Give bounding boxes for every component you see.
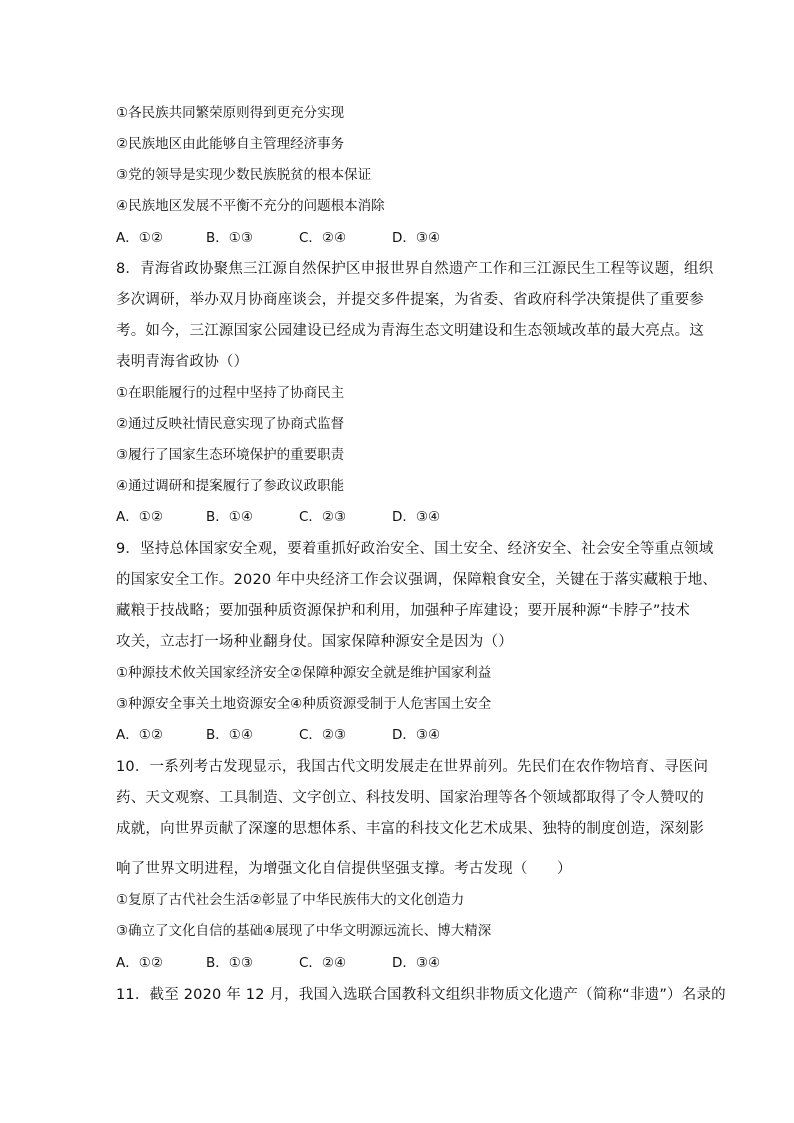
q9-stem-line-2: 的国家安全工作。2020 年中央经济工作会议强调，保障粮食安全，关键在于落实藏粮于地、 (116, 572, 718, 588)
q10-choice-c: C．②④ (299, 955, 347, 971)
q10-stem-line-2: 药、天文观察、工具制造、文字创立、科技发明、国家治理等各个领域都取得了令人赞叹的 (116, 790, 704, 806)
q10-stem-line-4: 响了世界文明进程，为增强文化自信提供坚强支撑。考古发现（ ） (116, 861, 572, 877)
q9-choice-c: C．②③ (299, 727, 347, 743)
q10-option-line-1: ①复原了古代社会生活②彰显了中华民族伟大的文化创造力 (116, 892, 465, 908)
q8-stem-line-1: 8．青海省政协聚焦三江源自然保护区申报世界自然遗产工作和三江源民生工程等议题，组织 (116, 261, 714, 277)
q8-option-4: ④通过调研和提案履行了参政议政职能 (116, 478, 345, 494)
q8-option-2: ②通过反映社情民意实现了协商式监督 (116, 416, 345, 432)
q7-option-2: ②民族地区由此能够自主管理经济事务 (116, 136, 345, 152)
q7-option-4: ④民族地区发展不平衡不充分的问题根本消除 (116, 198, 385, 214)
q9-answer-choices (116, 725, 440, 745)
q10-choice-a: A．①② (116, 955, 163, 971)
q10-choice-d: D．③④ (392, 955, 441, 971)
q11-stem-line-1: 11．截至 2020 年 12 月，我国入选联合国教科文组织非物质文化遗产（简称“非遗”）名录的 (116, 987, 726, 1003)
q9-option-line-2: ③种源安全事关土地资源安全④种质资源受制于人危害国土安全 (116, 696, 492, 712)
q7-choice-d: D．③④ (392, 230, 441, 246)
q8-stem-line-3: 考。如今，三江源国家公园建设已经成为青海生态文明建设和生态领域改革的最大亮点。这 (116, 323, 704, 339)
q7-answer-choices (116, 228, 440, 248)
q8-choice-c: C．②③ (299, 509, 347, 525)
q9-stem-line-1: 9．坚持总体国家安全观，要着重抓好政治安全、国土安全、经济安全、社会安全等重点领域 (116, 541, 714, 557)
q10-stem-line-3: 成就，向世界贡献了深邃的思想体系、丰富的科技文化艺术成果、独特的制度创造，深刻影 (116, 821, 704, 837)
q9-choice-a: A．①② (116, 727, 163, 743)
q8-stem-line-2: 多次调研，举办双月协商座谈会，并提交多件提案，为省委、省政府科学决策提供了重要参 (116, 292, 704, 308)
q9-stem-line-3: 藏粮于技战略；要加强种质资源保护和利用，加强种子库建设；要开展种源“卡脖子”技术 (116, 603, 691, 619)
q10-option-line-2: ③确立了文化自信的基础④展现了中华文明源远流长、博大精深 (116, 923, 492, 939)
q8-answer-choices (116, 507, 440, 527)
q10-choice-b: B．①③ (206, 955, 253, 971)
q8-choice-b: B．①④ (206, 509, 253, 525)
q8-stem-line-4: 表明青海省政协（） (116, 354, 249, 370)
q9-stem-line-4: 攻关，立志打一场种业翻身仗。国家保障种源安全是因为（） (116, 634, 513, 650)
q9-choice-d: D．③④ (392, 727, 441, 743)
q10-answer-choices (116, 953, 440, 973)
q10-stem-line-1: 10．一系列考古发现显示，我国古代文明发展走在世界前列。先民们在农作物培育、寻医问 (116, 759, 709, 775)
q8-choice-a: A．①② (116, 509, 163, 525)
q8-option-1: ①在职能履行的过程中坚持了协商民主 (116, 385, 345, 401)
q9-option-line-1: ①种源技术攸关国家经济安全②保障种源安全就是维护国家利益 (116, 665, 492, 681)
q7-choice-c: C．②④ (299, 230, 347, 246)
q9-choice-b: B．①④ (206, 727, 253, 743)
q7-option-3: ③党的领导是实现少数民族脱贫的根本保证 (116, 167, 372, 183)
q8-choice-d: D．③④ (392, 509, 441, 525)
q7-option-1: ①各民族共同繁荣原则得到更充分实现 (116, 105, 345, 121)
q7-choice-a: A．①② (116, 230, 163, 246)
q8-option-3: ③履行了国家生态环境保护的重要职责 (116, 447, 345, 463)
q7-choice-b: B．①③ (206, 230, 253, 246)
